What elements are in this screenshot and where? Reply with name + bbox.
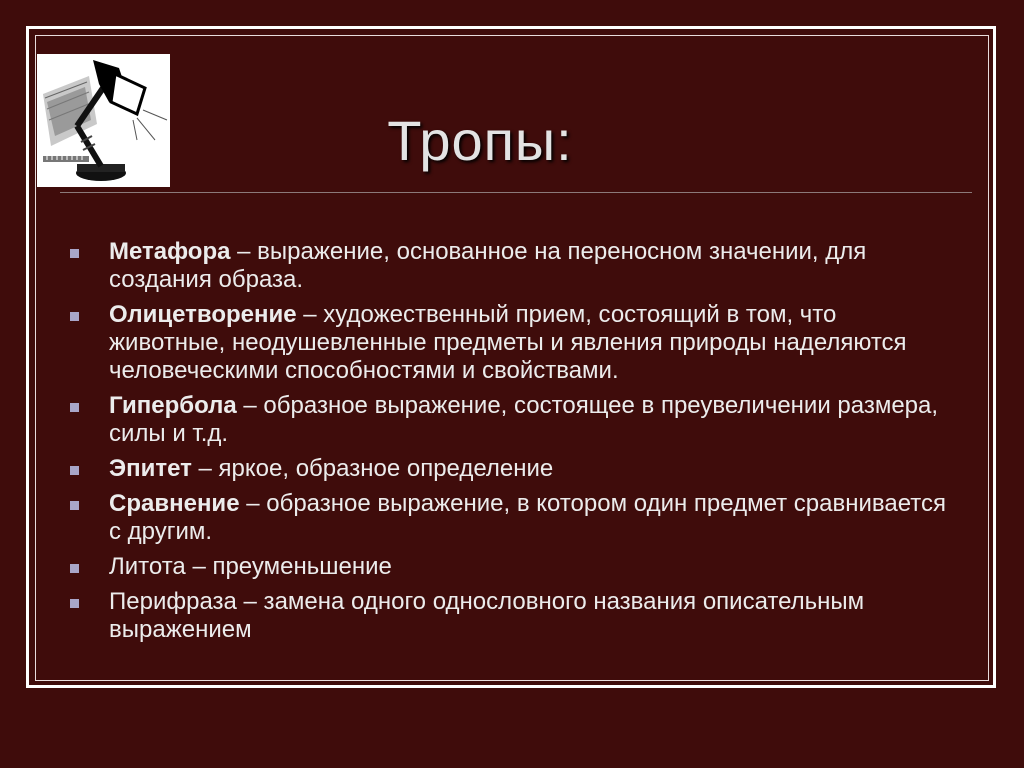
list-item-term: Метафора (109, 238, 231, 265)
bullet-icon (70, 564, 79, 573)
bullet-icon (70, 501, 79, 510)
list-item-text: – выражение, основанное на переносном значении, для создания образа. (109, 238, 867, 293)
list-item (70, 301, 950, 385)
list-item-text: – замена одного однословного названия описательным выражением (109, 588, 865, 643)
list-item (70, 238, 950, 294)
list-item-text: – яркое, образное определение (191, 455, 554, 482)
list-item-text: – образное выражение, в котором один предмет сравнивается с другим. (109, 490, 946, 545)
bullet-icon (70, 403, 79, 412)
bullet-icon (70, 599, 79, 608)
list-item (70, 455, 950, 483)
list-item (70, 392, 950, 448)
slide-title: Тропы: (387, 109, 573, 172)
tropes-list (70, 238, 950, 651)
list-item-term: Литота (109, 553, 186, 580)
list-item-text: – художественный прием, состоящий в том, что животные, неодушевленные предметы и явления природы наделяются человеческими способностями и свойствами. (109, 301, 907, 384)
list-item (70, 588, 950, 644)
bullet-icon (70, 312, 79, 321)
title-divider (60, 192, 972, 193)
list-item-text: – преуменьшение (185, 553, 392, 580)
list-item-term: Перифраза (109, 588, 237, 615)
list-item (70, 490, 950, 546)
list-item (70, 553, 950, 581)
list-item-text: – образное выражение, состоящее в преувеличении размера, силы и т.д. (109, 392, 939, 447)
desk-lamp-icon (37, 54, 170, 187)
list-item-term: Эпитет (109, 455, 192, 482)
bullet-icon (70, 466, 79, 475)
list-item-term: Сравнение (109, 490, 240, 517)
list-item-term: Олицетворение (109, 301, 297, 328)
bullet-icon (70, 249, 79, 258)
list-item-term: Гипербола (109, 392, 237, 419)
